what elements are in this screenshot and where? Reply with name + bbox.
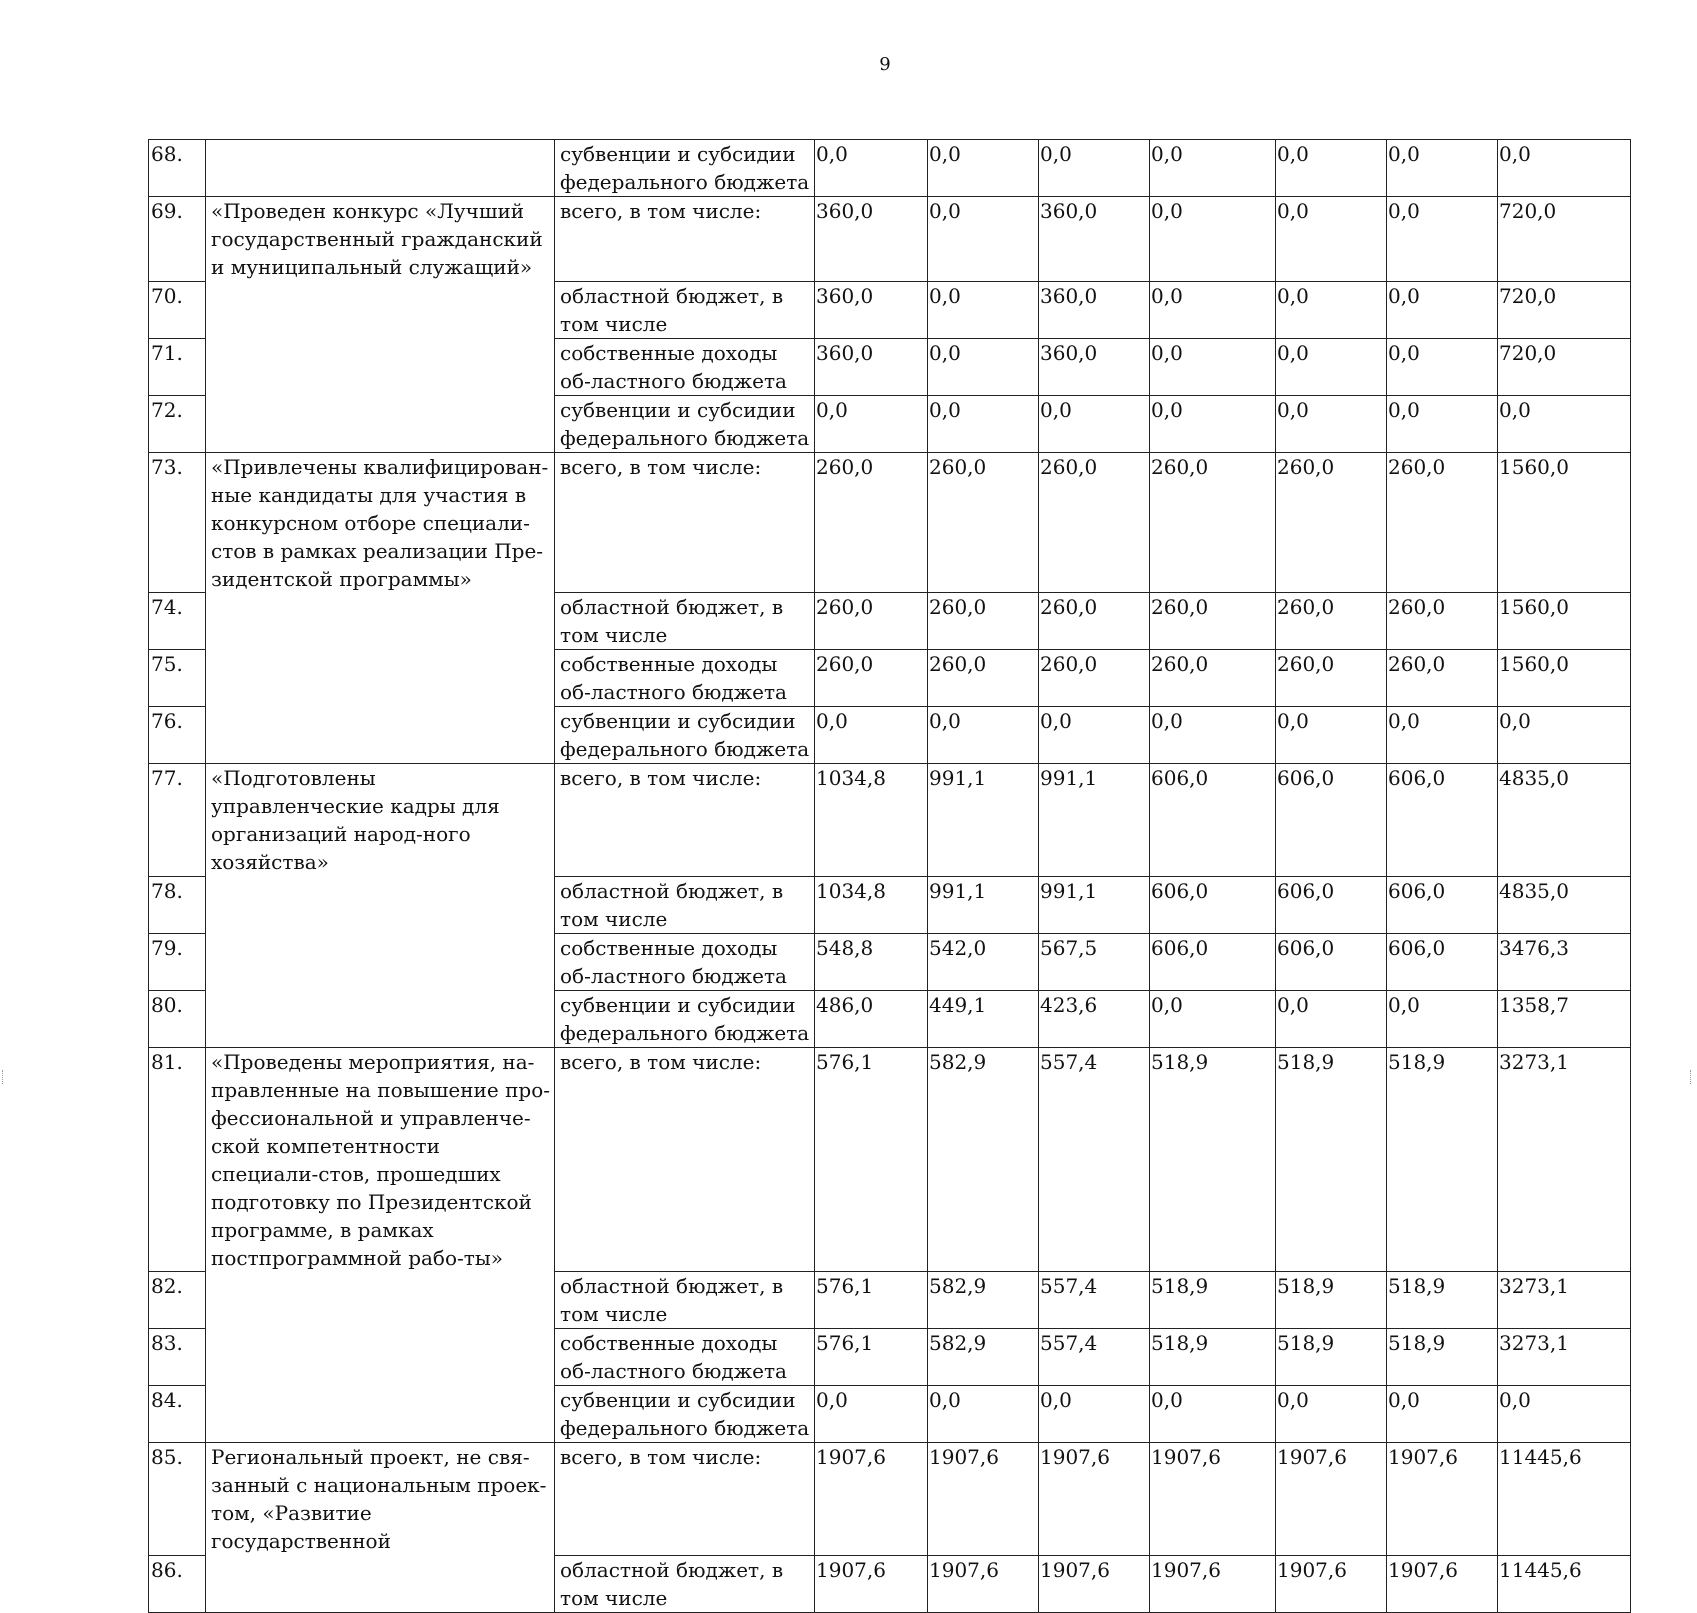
table-row: [149, 1555, 1631, 1612]
funding-source: областной бюджет, в том числе: [555, 876, 815, 933]
value-total-cell: 0,0: [1498, 707, 1631, 764]
value-year-cell: 0,0: [815, 1386, 928, 1443]
event-description: «Проведен конкурс «Лучший государственный гражданский и муниципальный служащий»: [206, 197, 555, 282]
value-year-cell: 260,0: [1387, 593, 1498, 650]
value-year-cell: 449,1: [928, 990, 1039, 1047]
value-year-cell: 1034,8: [815, 764, 928, 877]
value-year-cell: 1907,6: [1150, 1555, 1276, 1612]
funding-source: собственные доходы об-ластного бюджета: [555, 933, 815, 990]
value-year-cell: 0,0: [1387, 707, 1498, 764]
value-year-cell: 606,0: [1276, 876, 1387, 933]
funding-source: субвенции и субсидии федерального бюджета: [555, 990, 815, 1047]
value-total-cell: 1560,0: [1498, 650, 1631, 707]
value-year-cell: 518,9: [1276, 1047, 1387, 1272]
value-year-cell: 0,0: [1276, 395, 1387, 452]
table-row: [149, 1272, 1631, 1329]
row-number: 79.: [149, 933, 206, 990]
funding-source: всего, в том числе:: [555, 452, 815, 593]
value-year-cell: 0,0: [1387, 281, 1498, 338]
event-description: [206, 876, 555, 933]
value-year-cell: 360,0: [815, 338, 928, 395]
value-year-cell: 0,0: [1039, 395, 1150, 452]
value-year-cell: 1907,6: [815, 1555, 928, 1612]
row-number: 76.: [149, 707, 206, 764]
funding-source: субвенции и субсидии федерального бюджета: [555, 395, 815, 452]
value-year-cell: 1034,8: [815, 876, 928, 933]
event-description: [206, 140, 555, 197]
value-year-cell: 518,9: [1387, 1047, 1498, 1272]
value-year-cell: 360,0: [1039, 281, 1150, 338]
row-number: 80.: [149, 990, 206, 1047]
value-year-cell: 260,0: [1276, 593, 1387, 650]
value-year-cell: 582,9: [928, 1047, 1039, 1272]
value-total-cell: 1560,0: [1498, 452, 1631, 593]
value-year-cell: 0,0: [1150, 990, 1276, 1047]
value-year-cell: 606,0: [1276, 764, 1387, 877]
funding-source: всего, в том числе:: [555, 764, 815, 877]
value-year-cell: 0,0: [1150, 140, 1276, 197]
value-year-cell: 260,0: [928, 452, 1039, 593]
value-year-cell: 518,9: [1150, 1329, 1276, 1386]
value-year-cell: 0,0: [928, 1386, 1039, 1443]
value-year-cell: 0,0: [1387, 338, 1498, 395]
value-year-cell: 1907,6: [1039, 1555, 1150, 1612]
value-year-cell: 260,0: [928, 593, 1039, 650]
event-description: [206, 933, 555, 990]
value-year-cell: 991,1: [1039, 876, 1150, 933]
funding-source: субвенции и субсидии федерального бюджета: [555, 707, 815, 764]
table-row: [149, 764, 1631, 877]
value-year-cell: 606,0: [1150, 933, 1276, 990]
row-number: 70.: [149, 281, 206, 338]
value-year-cell: 0,0: [928, 338, 1039, 395]
value-year-cell: 0,0: [1387, 990, 1498, 1047]
value-year-cell: 0,0: [1276, 140, 1387, 197]
value-year-cell: 518,9: [1387, 1272, 1498, 1329]
value-year-cell: 0,0: [1039, 707, 1150, 764]
value-total-cell: 720,0: [1498, 281, 1631, 338]
table-row: [149, 140, 1631, 197]
table-row: [149, 650, 1631, 707]
event-description: [206, 281, 555, 338]
value-year-cell: 260,0: [928, 650, 1039, 707]
value-year-cell: 260,0: [1150, 593, 1276, 650]
value-year-cell: 260,0: [815, 593, 928, 650]
value-total-cell: 3476,3: [1498, 933, 1631, 990]
funding-source: всего, в том числе:: [555, 1047, 815, 1272]
value-year-cell: 1907,6: [928, 1443, 1039, 1556]
row-number: 83.: [149, 1329, 206, 1386]
value-year-cell: 260,0: [815, 650, 928, 707]
value-year-cell: 576,1: [815, 1329, 928, 1386]
row-number: 81.: [149, 1047, 206, 1272]
value-year-cell: 260,0: [1276, 650, 1387, 707]
value-year-cell: 0,0: [815, 707, 928, 764]
table-row: [149, 1443, 1631, 1556]
value-year-cell: 0,0: [815, 395, 928, 452]
value-year-cell: 518,9: [1387, 1329, 1498, 1386]
table-row: [149, 1047, 1631, 1272]
funding-source: всего, в том числе:: [555, 1443, 815, 1556]
value-year-cell: 0,0: [928, 707, 1039, 764]
value-year-cell: 0,0: [1276, 338, 1387, 395]
event-description: [206, 1272, 555, 1329]
value-total-cell: 3273,1: [1498, 1047, 1631, 1272]
event-description: «Привлечены квалифицирован-ные кандидаты для участия в конкурсном отборе специали-стов в рамках реализации Пре-зидентской программы»: [206, 452, 555, 593]
value-total-cell: 4835,0: [1498, 764, 1631, 877]
value-year-cell: 260,0: [1387, 650, 1498, 707]
value-year-cell: 606,0: [1387, 933, 1498, 990]
row-number: 69.: [149, 197, 206, 282]
event-description: «Подготовлены управленческие кадры для организаций народ-ного хозяйства»: [206, 764, 555, 877]
value-year-cell: 606,0: [1387, 764, 1498, 877]
value-year-cell: 260,0: [1039, 593, 1150, 650]
funding-source: всего, в том числе:: [555, 197, 815, 282]
row-number: 85.: [149, 1443, 206, 1556]
funding-source: собственные доходы об-ластного бюджета: [555, 338, 815, 395]
value-year-cell: 606,0: [1150, 876, 1276, 933]
event-description: Региональный проект, не свя-занный с национальным проек-том, «Развитие государственной: [206, 1443, 555, 1556]
value-year-cell: 360,0: [1039, 338, 1150, 395]
value-year-cell: 0,0: [1150, 1386, 1276, 1443]
row-number: 77.: [149, 764, 206, 877]
funding-source: областной бюджет, в том числе: [555, 281, 815, 338]
value-year-cell: 0,0: [1150, 395, 1276, 452]
value-year-cell: 0,0: [1039, 140, 1150, 197]
funding-source: субвенции и субсидии федерального бюджета: [555, 140, 815, 197]
event-description: [206, 593, 555, 650]
value-total-cell: 0,0: [1498, 140, 1631, 197]
value-year-cell: 557,4: [1039, 1047, 1150, 1272]
row-number: 68.: [149, 140, 206, 197]
row-number: 73.: [149, 452, 206, 593]
value-year-cell: 582,9: [928, 1272, 1039, 1329]
value-year-cell: 260,0: [1387, 452, 1498, 593]
value-total-cell: 720,0: [1498, 338, 1631, 395]
funding-source: собственные доходы об-ластного бюджета: [555, 1329, 815, 1386]
row-number: 84.: [149, 1386, 206, 1443]
value-total-cell: 4835,0: [1498, 876, 1631, 933]
value-total-cell: 3273,1: [1498, 1329, 1631, 1386]
value-year-cell: 0,0: [1276, 707, 1387, 764]
value-year-cell: 1907,6: [928, 1555, 1039, 1612]
value-total-cell: 1560,0: [1498, 593, 1631, 650]
value-year-cell: 0,0: [1276, 990, 1387, 1047]
value-year-cell: 0,0: [928, 281, 1039, 338]
table-row: [149, 1329, 1631, 1386]
value-year-cell: 0,0: [1387, 1386, 1498, 1443]
value-year-cell: 0,0: [928, 395, 1039, 452]
value-year-cell: 360,0: [1039, 197, 1150, 282]
value-year-cell: 0,0: [1387, 140, 1498, 197]
value-total-cell: 11445,6: [1498, 1443, 1631, 1556]
value-year-cell: 486,0: [815, 990, 928, 1047]
value-year-cell: 557,4: [1039, 1329, 1150, 1386]
value-total-cell: 1358,7: [1498, 990, 1631, 1047]
value-year-cell: 0,0: [1039, 1386, 1150, 1443]
value-year-cell: 582,9: [928, 1329, 1039, 1386]
row-number: 78.: [149, 876, 206, 933]
funding-source: областной бюджет, в том числе: [555, 1555, 815, 1612]
value-year-cell: 260,0: [1150, 452, 1276, 593]
table-row: [149, 452, 1631, 593]
value-year-cell: 0,0: [928, 140, 1039, 197]
table-row: [149, 933, 1631, 990]
event-description: «Проведены мероприятия, на-правленные на повышение про-фессиональной и управленче-ской компетентности специали-стов, прошедших подготовку по Президентской программе, в рамках постпрограммной рабо-ты»: [206, 1047, 555, 1272]
value-year-cell: 1907,6: [1150, 1443, 1276, 1556]
scan-edge-mark-right: [1690, 1070, 1694, 1084]
value-year-cell: 260,0: [1039, 452, 1150, 593]
value-year-cell: 0,0: [1276, 281, 1387, 338]
value-year-cell: 0,0: [1276, 1386, 1387, 1443]
value-year-cell: 1907,6: [1387, 1555, 1498, 1612]
value-year-cell: 260,0: [1276, 452, 1387, 593]
table-row: [149, 197, 1631, 282]
page-number: 9: [879, 54, 891, 75]
value-year-cell: 423,6: [1039, 990, 1150, 1047]
value-year-cell: 548,8: [815, 933, 928, 990]
value-year-cell: 0,0: [928, 197, 1039, 282]
value-year-cell: 0,0: [1150, 338, 1276, 395]
value-year-cell: 991,1: [928, 764, 1039, 877]
value-year-cell: 1907,6: [1039, 1443, 1150, 1556]
value-total-cell: 0,0: [1498, 395, 1631, 452]
value-year-cell: 1907,6: [1276, 1443, 1387, 1556]
value-year-cell: 0,0: [1150, 707, 1276, 764]
value-year-cell: 260,0: [1150, 650, 1276, 707]
funding-source: собственные доходы об-ластного бюджета: [555, 650, 815, 707]
value-year-cell: 260,0: [1039, 650, 1150, 707]
event-description: [206, 990, 555, 1047]
table-row: [149, 281, 1631, 338]
value-year-cell: 567,5: [1039, 933, 1150, 990]
funding-source: областной бюджет, в том числе: [555, 1272, 815, 1329]
table-row: [149, 707, 1631, 764]
funding-source: субвенции и субсидии федерального бюджета: [555, 1386, 815, 1443]
row-number: 75.: [149, 650, 206, 707]
value-total-cell: 11445,6: [1498, 1555, 1631, 1612]
table-row: [149, 395, 1631, 452]
table-row: [149, 876, 1631, 933]
budget-table-body: [149, 140, 1631, 1613]
value-year-cell: 1907,6: [1387, 1443, 1498, 1556]
value-year-cell: 0,0: [1150, 281, 1276, 338]
value-year-cell: 1907,6: [1276, 1555, 1387, 1612]
table-row: [149, 593, 1631, 650]
value-total-cell: 720,0: [1498, 197, 1631, 282]
value-year-cell: 518,9: [1150, 1047, 1276, 1272]
value-year-cell: 606,0: [1150, 764, 1276, 877]
event-description: [206, 338, 555, 395]
value-year-cell: 991,1: [1039, 764, 1150, 877]
value-year-cell: 606,0: [1387, 876, 1498, 933]
event-description: [206, 1329, 555, 1386]
row-number: 86.: [149, 1555, 206, 1612]
value-year-cell: 0,0: [1276, 197, 1387, 282]
value-year-cell: 0,0: [815, 140, 928, 197]
value-year-cell: 606,0: [1276, 933, 1387, 990]
event-description: [206, 650, 555, 707]
table-row: [149, 338, 1631, 395]
value-year-cell: 360,0: [815, 281, 928, 338]
value-year-cell: 0,0: [1150, 197, 1276, 282]
value-year-cell: 991,1: [928, 876, 1039, 933]
scan-edge-mark-left: [2, 1070, 6, 1084]
table-row: [149, 1386, 1631, 1443]
row-number: 71.: [149, 338, 206, 395]
table-row: [149, 990, 1631, 1047]
value-year-cell: 0,0: [1387, 197, 1498, 282]
value-year-cell: 518,9: [1276, 1272, 1387, 1329]
budget-table: [148, 139, 1631, 1613]
row-number: 82.: [149, 1272, 206, 1329]
row-number: 74.: [149, 593, 206, 650]
event-description: [206, 1555, 555, 1612]
value-year-cell: 576,1: [815, 1047, 928, 1272]
event-description: [206, 395, 555, 452]
value-year-cell: 0,0: [1387, 395, 1498, 452]
funding-source: областной бюджет, в том числе: [555, 593, 815, 650]
value-year-cell: 518,9: [1150, 1272, 1276, 1329]
value-year-cell: 518,9: [1276, 1329, 1387, 1386]
value-year-cell: 360,0: [815, 197, 928, 282]
value-year-cell: 1907,6: [815, 1443, 928, 1556]
row-number: 72.: [149, 395, 206, 452]
value-year-cell: 542,0: [928, 933, 1039, 990]
value-year-cell: 576,1: [815, 1272, 928, 1329]
event-description: [206, 707, 555, 764]
value-year-cell: 260,0: [815, 452, 928, 593]
value-year-cell: 557,4: [1039, 1272, 1150, 1329]
value-total-cell: 0,0: [1498, 1386, 1631, 1443]
value-total-cell: 3273,1: [1498, 1272, 1631, 1329]
event-description: [206, 1386, 555, 1443]
